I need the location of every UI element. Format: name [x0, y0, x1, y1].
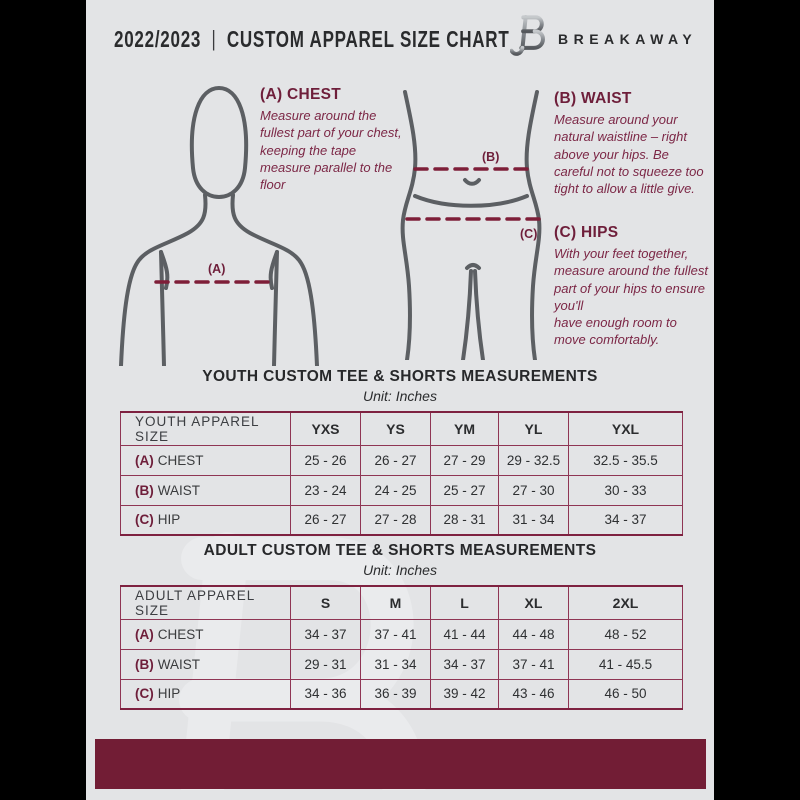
size-ys-header: YS — [361, 412, 431, 445]
youth-table-title: YOUTH CUSTOM TEE & SHORTS MEASUREMENTS — [202, 368, 598, 385]
value-cell: 27 - 29 — [431, 445, 499, 475]
chest-instructions: Measure around the fullest part of your chest, keeping the tape measure parallel to the floor — [260, 108, 402, 193]
adult-size-column-header: ADULT APPAREL SIZE — [121, 586, 291, 619]
youth-table-unit: Unit: Inches — [363, 388, 437, 404]
brand-name: BREAKAWAY — [558, 31, 698, 47]
footer-accent-bar — [95, 739, 706, 789]
youth-waist-row — [121, 475, 683, 505]
value-cell: 31 - 34 — [499, 505, 569, 535]
value-cell: 48 - 52 — [569, 619, 683, 649]
row-letter: (B) — [135, 656, 154, 672]
youth-size-column-header: YOUTH APPAREL SIZE — [121, 412, 291, 445]
waist-heading: (B) WAIST — [554, 90, 632, 107]
page-title — [114, 25, 510, 52]
youth-chest-row — [121, 445, 683, 475]
value-cell: 29 - 32.5 — [499, 445, 569, 475]
size-xl-header: XL — [499, 586, 569, 619]
value-cell: 31 - 34 — [361, 649, 431, 679]
left-black-margin — [0, 0, 86, 800]
value-cell: 36 - 39 — [361, 679, 431, 709]
value-cell: 27 - 30 — [499, 475, 569, 505]
row-letter: (B) — [135, 482, 154, 498]
value-cell: 27 - 28 — [361, 505, 431, 535]
adult-size-table — [120, 585, 683, 710]
value-cell: 34 - 37 — [291, 619, 361, 649]
row-letter: (A) — [135, 626, 154, 642]
value-cell: 34 - 37 — [431, 649, 499, 679]
hips-line-label: (C) — [520, 227, 538, 241]
value-cell: 44 - 48 — [499, 619, 569, 649]
row-label-cell — [121, 679, 291, 709]
youth-table-header-row — [121, 412, 683, 445]
value-cell: 25 - 26 — [291, 445, 361, 475]
size-yl-header: YL — [499, 412, 569, 445]
value-cell: 39 - 42 — [431, 679, 499, 709]
size-l-header: L — [431, 586, 499, 619]
adult-table-title: ADULT CUSTOM TEE & SHORTS MEASUREMENTS — [203, 542, 597, 559]
value-cell: 41 - 44 — [431, 619, 499, 649]
adult-hip-row — [121, 679, 683, 709]
season-label: 2022/2023 — [114, 25, 202, 52]
value-cell: 28 - 31 — [431, 505, 499, 535]
value-cell: 26 - 27 — [361, 445, 431, 475]
row-label-cell — [121, 649, 291, 679]
title-divider: | — [211, 26, 217, 51]
adult-table-unit: Unit: Inches — [363, 562, 437, 578]
value-cell: 34 - 37 — [569, 505, 683, 535]
row-label-cell — [121, 475, 291, 505]
value-cell: 43 - 46 — [499, 679, 569, 709]
size-yxl-header: YXL — [569, 412, 683, 445]
right-black-margin — [714, 0, 800, 800]
row-letter: (C) — [135, 686, 154, 702]
row-measure: CHEST — [157, 626, 204, 642]
value-cell: 25 - 27 — [431, 475, 499, 505]
adult-table-header-row — [121, 586, 683, 619]
chest-heading: (A) CHEST — [260, 86, 342, 103]
value-cell: 26 - 27 — [291, 505, 361, 535]
value-cell: 29 - 31 — [291, 649, 361, 679]
waist-line-label: (B) — [482, 150, 500, 164]
size-yxs-header: YXS — [291, 412, 361, 445]
value-cell: 41 - 45.5 — [569, 649, 683, 679]
value-cell: 32.5 - 35.5 — [569, 445, 683, 475]
lower-body-figure — [390, 88, 552, 360]
size-2xl-header: 2XL — [569, 586, 683, 619]
adult-waist-row — [121, 649, 683, 679]
adult-chest-row — [121, 619, 683, 649]
value-cell: 37 - 41 — [499, 649, 569, 679]
row-label-cell — [121, 619, 291, 649]
value-cell: 24 - 25 — [361, 475, 431, 505]
row-label-cell — [121, 445, 291, 475]
chest-line-label: (A) — [208, 262, 226, 276]
title-label: CUSTOM APPAREL SIZE CHART — [226, 25, 510, 52]
row-letter: (C) — [135, 512, 154, 528]
row-label-cell — [121, 505, 291, 535]
size-chart-document — [86, 0, 714, 800]
row-measure: CHEST — [157, 452, 204, 468]
row-letter: (A) — [135, 452, 154, 468]
row-measure: HIP — [157, 512, 181, 528]
size-m-header: M — [361, 586, 431, 619]
waist-instructions: Measure around your natural waistline – right above your hips. Be careful not to squeeze too tight to allow a little give. — [554, 112, 704, 197]
size-s-header: S — [291, 586, 361, 619]
value-cell: 37 - 41 — [361, 619, 431, 649]
value-cell: 23 - 24 — [291, 475, 361, 505]
breakaway-b-icon — [510, 12, 548, 58]
youth-hip-row — [121, 505, 683, 535]
row-measure: WAIST — [157, 482, 200, 498]
youth-size-table — [120, 411, 683, 536]
hips-instructions: With your feet together, measure around the fullest part of your hips to ensure you'll have enough room to move comfortably. — [554, 246, 708, 348]
row-measure: HIP — [157, 686, 181, 702]
hips-heading: (C) HIPS — [554, 224, 619, 241]
value-cell: 30 - 33 — [569, 475, 683, 505]
brand-logo — [510, 12, 548, 63]
value-cell: 34 - 36 — [291, 679, 361, 709]
size-ym-header: YM — [431, 412, 499, 445]
row-measure: WAIST — [157, 656, 200, 672]
value-cell: 46 - 50 — [569, 679, 683, 709]
